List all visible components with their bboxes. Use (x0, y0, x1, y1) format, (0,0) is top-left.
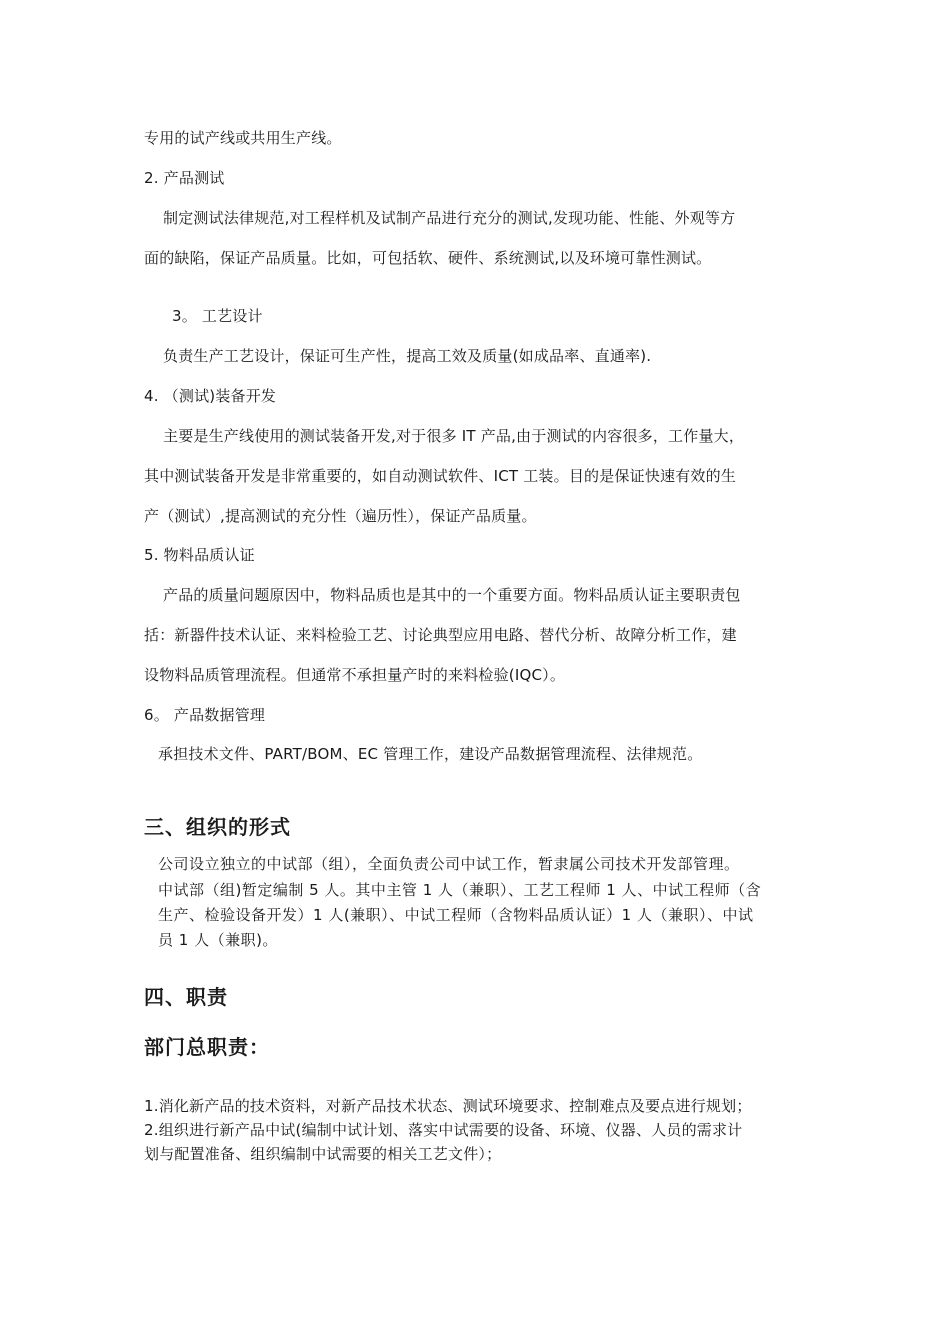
section-heading-product-data: 6。 产品数据管理 (144, 706, 266, 724)
text-line: 其中测试装备开发是非常重要的，如自动测试软件、ICT 工装。目的是保证快速有效的生 (144, 467, 737, 485)
section-heading-process-design: 3。 工艺设计 (172, 307, 263, 325)
heading-organization-form: 三、组织的形式 (144, 815, 291, 839)
text-line: 负责生产工艺设计，保证可生产性，提高工效及质量(如成品率、直通率). (163, 347, 652, 365)
section-heading-test-equipment: 4. （测试)装备开发 (144, 387, 277, 405)
text-line: 1.消化新产品的技术资料，对新产品技术状态、测试环境要求、控制难点及要点进行规划； (144, 1097, 752, 1115)
heading-department-responsibilities: 部门总职责： (144, 1035, 270, 1059)
text-line: 专用的试产线或共用生产线。 (144, 129, 342, 147)
text-line: 设物料品质管理流程。但通常不承担量产时的来料检验(IQC）。 (144, 666, 566, 684)
text-line: 生产、检验设备开发）1 人(兼职）、中试工程师（含物料品质认证）1 人（兼职）、中试 (158, 906, 754, 924)
text-line: 员 1 人（兼职)。 (158, 931, 278, 949)
text-line: 公司设立独立的中试部（组），全面负责公司中试工作，暂隶属公司技术开发部管理。 (158, 855, 740, 873)
text-line: 主要是生产线使用的测试装备开发,对于很多 IT 产品,由于测试的内容很多，工作量大， (163, 427, 745, 445)
section-heading-material-quality: 5. 物料品质认证 (144, 546, 255, 564)
text-line: 产（测试）,提高测试的充分性（遍历性），保证产品质量。 (144, 507, 537, 525)
text-line: 产品的质量问题原因中，物料品质也是其中的一个重要方面。物料品质认证主要职责包 (163, 586, 741, 604)
heading-responsibilities: 四、职责 (144, 985, 228, 1009)
text-line: 中试部（组)暂定编制 5 人。其中主管 1 人（兼职）、工艺工程师 1 人、中试工程师（含 (158, 881, 762, 899)
text-line: 制定测试法律规范,对工程样机及试制产品进行充分的测试,发现功能、性能、外观等方 (163, 209, 736, 227)
text-line: 划与配置准备、组织编制中试需要的相关工艺文件）； (144, 1145, 502, 1163)
text-line: 括：新器件技术认证、来料检验工艺、讨论典型应用电路、替代分析、故障分析工作，建 (144, 626, 737, 644)
text-line: 2.组织进行新产品中试(编制中试计划、落实中试需要的设备、环境、仪器、人员的需求计 (144, 1121, 743, 1139)
text-line: 面的缺陷，保证产品质量。比如，可包括软、硬件、系统测试,以及环境可靠性测试。 (144, 249, 712, 267)
section-heading-product-testing: 2. 产品测试 (144, 169, 225, 187)
text-line: 承担技术文件、PART/BOM、EC 管理工作，建设产品数据管理流程、法律规范。 (158, 745, 703, 763)
